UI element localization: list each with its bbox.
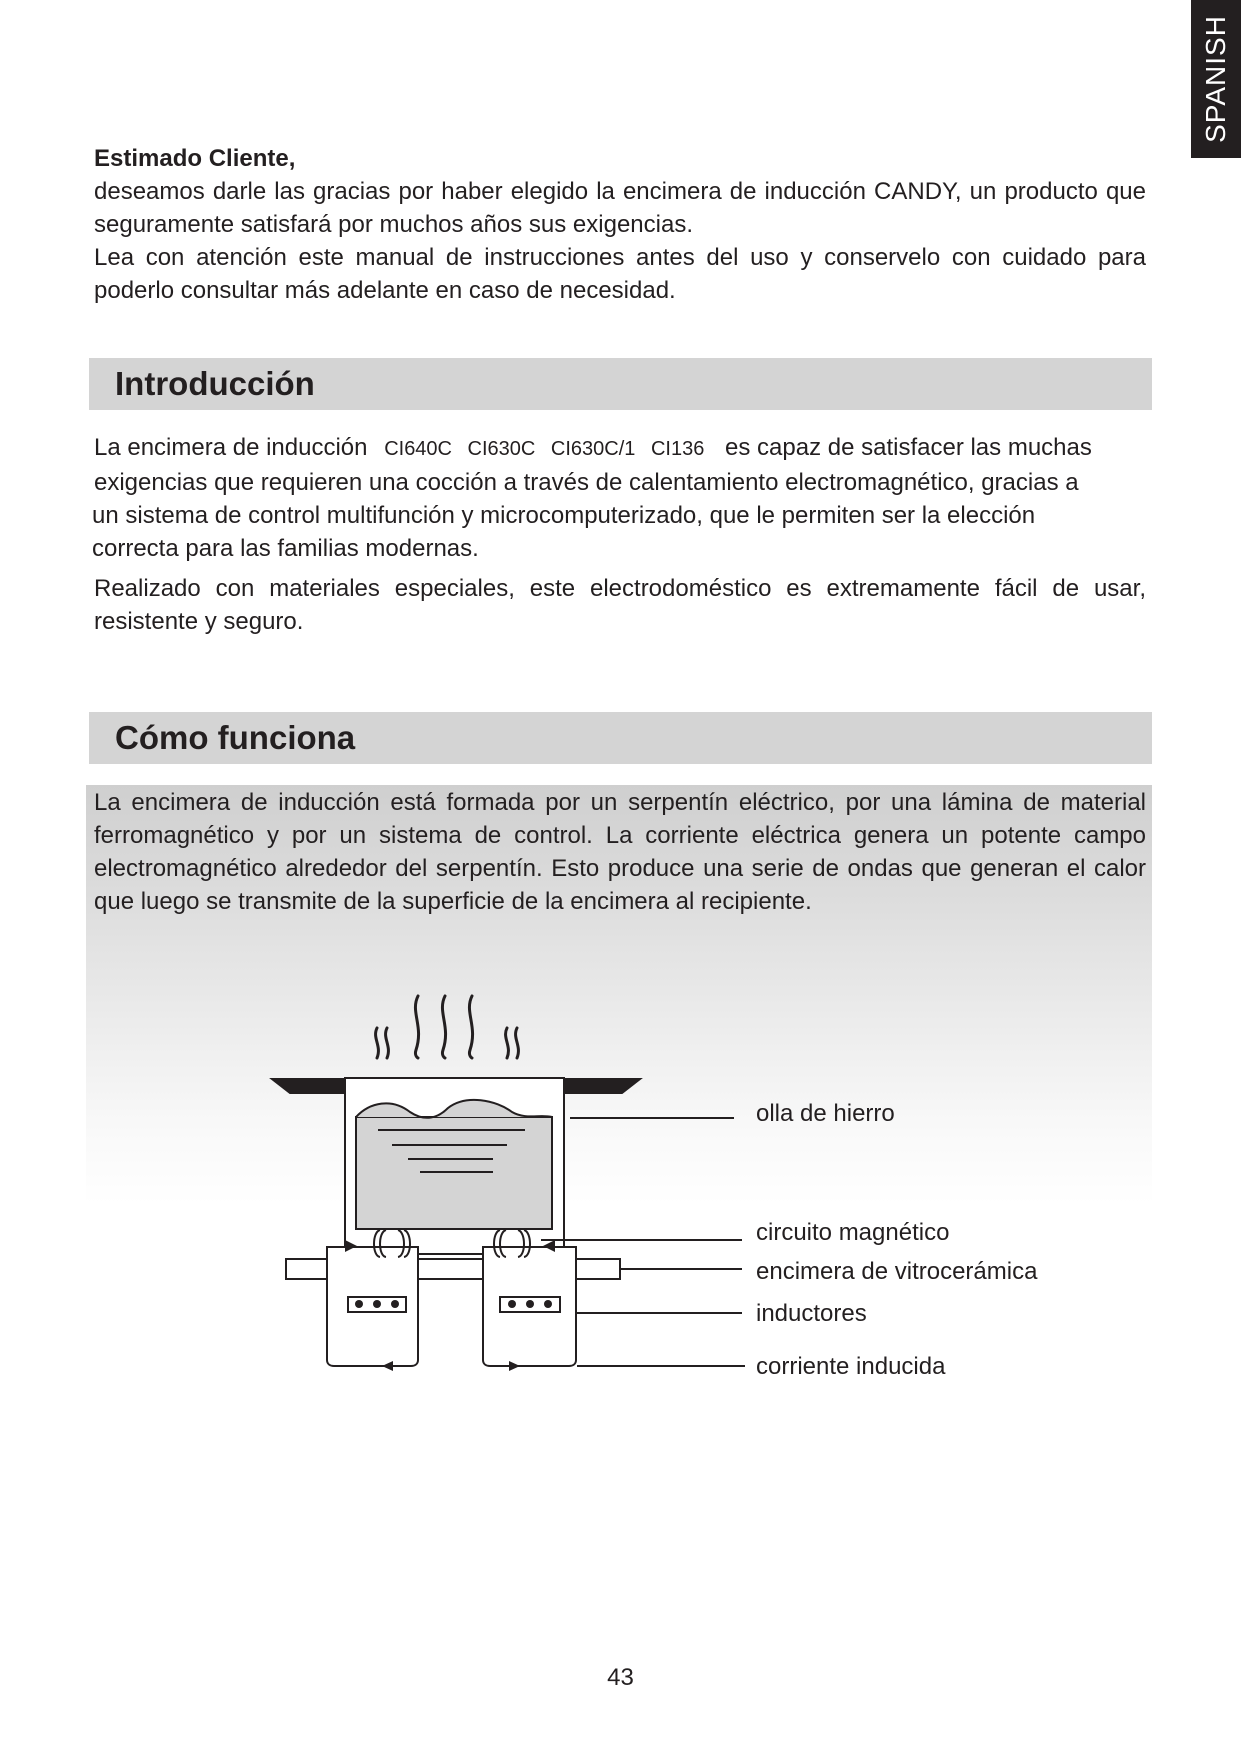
intro-paragraph-2: Realizado con materiales especiales, este electrodoméstico es extremamente fácil de usar, resistente y seguro. (94, 575, 1146, 635)
label-pot: olla de hierro (756, 1100, 895, 1127)
intro-text (94, 431, 1152, 565)
label-magnetic-circuit: circuito magnético (756, 1219, 950, 1246)
intro-line-3: un sistema de control multifunción y microcomputerizado, que le permiten ser la elección (92, 502, 1036, 529)
language-label: SPANISH (1200, 15, 1231, 143)
intro-line-2: exigencias que requieren una cocción a través de calentamiento electromagnético, gracias a (94, 469, 1079, 496)
language-tab (1191, 0, 1241, 158)
intro-heading-bar (89, 358, 1152, 410)
intro-line-1 (94, 431, 1152, 466)
inductor-right (483, 1230, 576, 1371)
intro-line-1-end: es capaz de satisfacer las muchas (725, 434, 1092, 461)
label-inductors: inductores (756, 1300, 867, 1327)
intro-heading: Introducción (115, 365, 315, 402)
inductor-left (327, 1230, 418, 1371)
how-heading: Cómo funciona (115, 719, 356, 756)
greeting-paragraph-1: deseamos darle las gracias por haber elegido la encimera de inducción CANDY, un producto que seguramente satisfará por muchos años sus exigencias. (94, 178, 1146, 238)
intro-line-1-start: La encimera de inducción (94, 434, 368, 461)
page-number: 43 (607, 1664, 634, 1691)
model-list: CI640C CI630C CI630C/1 CI136 (384, 438, 705, 460)
label-ceramic-top: encimera de vitrocerámica (756, 1258, 1038, 1285)
greeting-salute: Estimado Cliente, (94, 145, 296, 172)
glass-ceramic-top (286, 1259, 620, 1279)
greeting-paragraph-2: Lea con atención este manual de instrucciones antes del uso y conservelo con cuidado para poderlo consultar más adelante en caso de necesidad. (94, 244, 1146, 304)
greeting-section (94, 142, 1146, 307)
how-heading-bar (89, 712, 1152, 764)
intro-line-4: correcta para las familias modernas. (92, 535, 479, 562)
label-induced-current: corriente inducida (756, 1353, 946, 1380)
how-paragraph: La encimera de inducción está formada por un serpentín eléctrico, por una lámina de material ferromagnético y por un sistema de control. La corriente eléctrica genera un potente campo electromagnético alrededor del serpentín. Esto produce una serie de ondas que generan el calor que luego se transmite de la superficie de la encimera al recipiente. (94, 789, 1146, 915)
